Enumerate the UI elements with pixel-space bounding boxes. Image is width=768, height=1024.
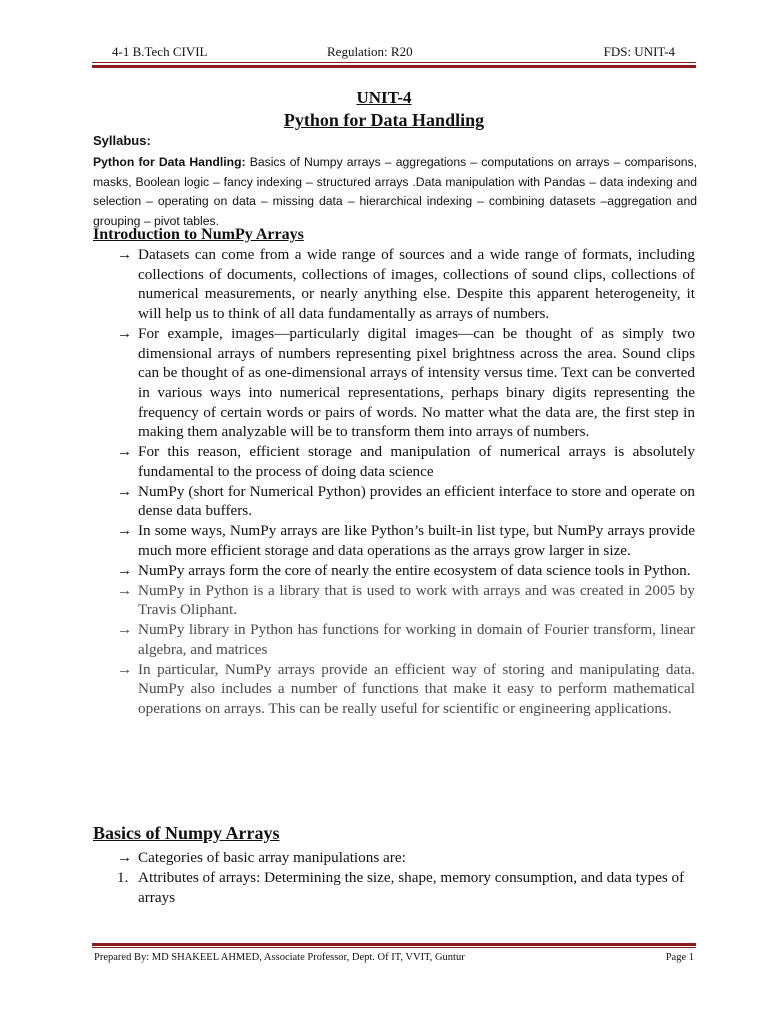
- arrow-icon: →: [117, 324, 133, 342]
- syllabus-label: Syllabus:: [93, 133, 151, 148]
- header-unit: FDS: UNIT-4: [603, 44, 675, 59]
- arrow-icon: →: [117, 482, 133, 500]
- basics-bullet-list: [117, 848, 695, 868]
- list-item: → Categories of basic array manipulations are:: [117, 849, 406, 866]
- list-item: → In particular, NumPy arrays provide an efficient way of storing and manipulating data. NumPy also includes a number of functions that make it easy to perform mathematical operations on arrays. This can be really useful for scientific or engineering applications.: [117, 660, 695, 717]
- list-item: → In some ways, NumPy arrays are like Python’s built-in list type, but NumPy arrays provide much more efficient storage and data operations as the arrays grow larger in size.: [117, 522, 695, 559]
- list-item: → NumPy in Python is a library that is used to work with arrays and was created in 2005 by Travis Oliphant.: [117, 581, 695, 619]
- header-rule-thin: [92, 62, 696, 63]
- list-item: → NumPy library in Python has functions for working in domain of Fourier transform, linear algebra, and matrices: [117, 621, 695, 658]
- arrow-icon: →: [117, 443, 133, 461]
- numbered-item: [117, 868, 695, 907]
- section-heading-basics: Basics of Numpy Arrays: [93, 823, 280, 843]
- arrow-icon: →: [117, 581, 133, 599]
- syllabus-body: Basics of Numpy arrays – aggregations – computations on arrays – comparisons, masks, Boolean logic – fancy indexing – structured arrays .Data manipulation with Pandas – data indexing and selection – operating on data – missing data – hierarchical indexing – combining datasets –aggregation and grouping – pivot tables.: [93, 155, 697, 229]
- intro-bullet-list: [117, 245, 695, 719]
- syllabus-text: [93, 153, 697, 232]
- arrow-icon: →: [117, 522, 133, 540]
- list-item: → NumPy (short for Numerical Python) provides an efficient interface to store and operate on dense data buffers.: [117, 482, 695, 520]
- footer-author: Prepared By: MD SHAKEEL AHMED, Associate Professor, Dept. Of IT, VVIT, Guntur: [94, 952, 465, 963]
- list-item: → Datasets can come from a wide range of sources and a wide range of formats, including collections of documents, collections of images, collections of sound clips, collections of numerical measurements, or nearly anything else. Despite this apparent heterogeneity, it will help us to think of all data fundamentally as arrays of numbers.: [117, 246, 695, 323]
- arrow-icon: →: [117, 660, 133, 678]
- arrow-icon: →: [117, 621, 133, 639]
- footer-rule-thin: [92, 947, 696, 948]
- header-regulation: Regulation: R20: [327, 44, 413, 59]
- item-number: 1.: [117, 869, 129, 886]
- item-text: Attributes of arrays: Determining the size, shape, memory consumption, and data types of arrays: [138, 869, 685, 906]
- list-item: → For this reason, efficient storage and manipulation of numerical arrays is absolutely fundamental to the process of doing data science: [117, 443, 695, 480]
- list-item: → NumPy arrays form the core of nearly the entire ecosystem of data science tools in Python.: [117, 561, 691, 579]
- unit-subtitle: Python for Data Handling: [283, 110, 485, 130]
- header-course: 4-1 B.Tech CIVIL: [112, 44, 208, 59]
- footer-page-number: Page 1: [665, 952, 694, 963]
- arrow-icon: →: [117, 561, 133, 579]
- syllabus-lead: Python for Data Handling:: [93, 155, 246, 169]
- unit-title: UNIT-4: [356, 88, 412, 107]
- section-heading-intro: Introduction to NumPy Arrays: [93, 226, 304, 243]
- footer-rule-thick: [92, 943, 696, 946]
- arrow-icon: →: [117, 849, 133, 866]
- list-item: → For example, images—particularly digital images—can be thought of as simply two dimensional arrays of numbers representing pixel brightness across the area. Sound clips can be thought of as one-dimensional arrays of intensity versus time. Text can be converted in various ways into numerical representations, perhaps binary digits representing the frequency of certain words or pairs of words. No matter what the data are, the first step in making them analyzable will be to transform them into arrays of numbers.: [117, 324, 695, 441]
- arrow-icon: →: [117, 246, 133, 263]
- header-rule-thick: [92, 65, 696, 68]
